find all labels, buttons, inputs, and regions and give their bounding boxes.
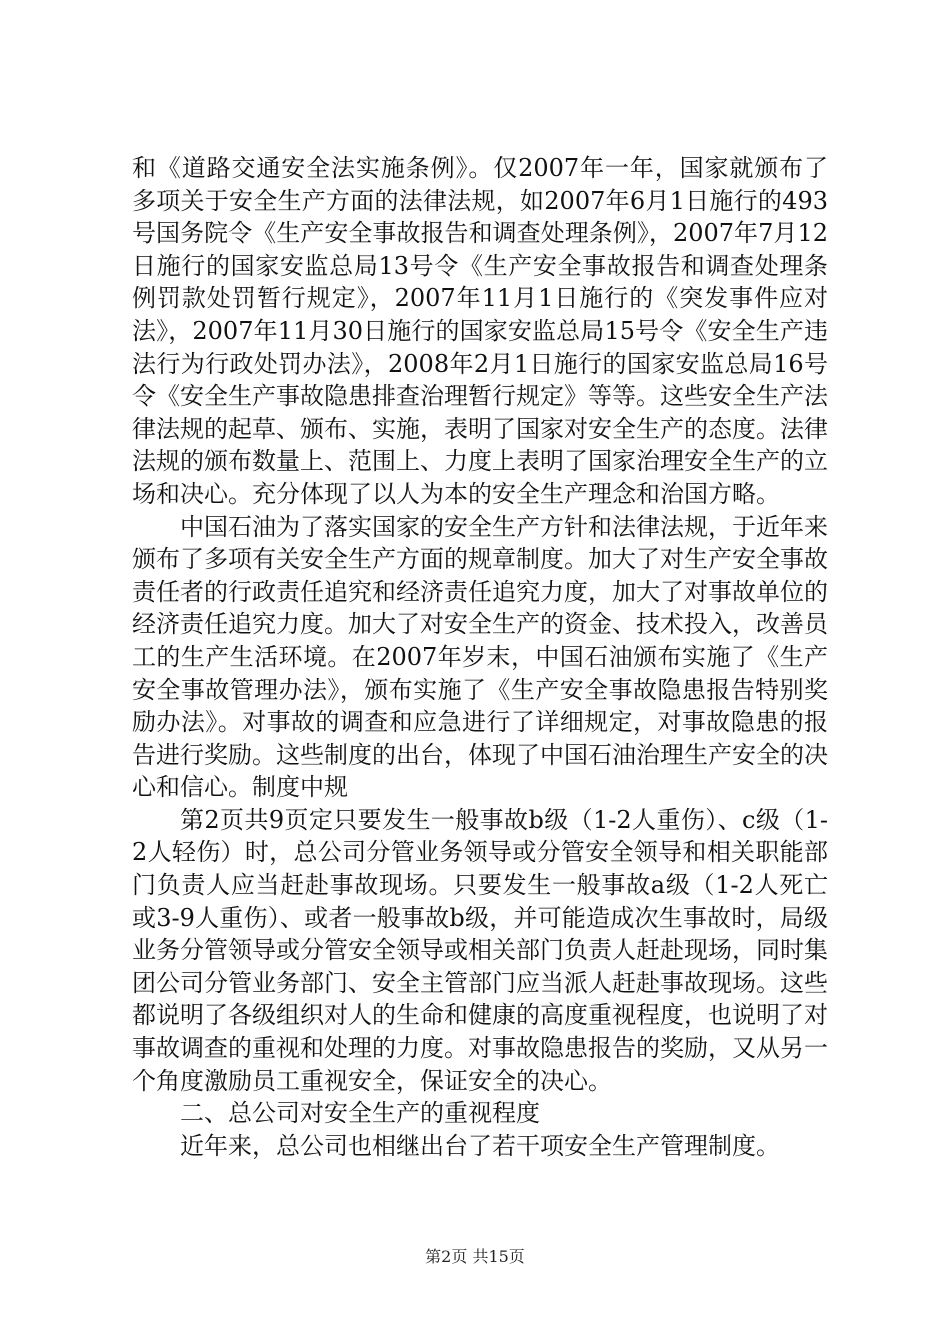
page-footer: 第2页 共15页 [425, 1247, 525, 1266]
paragraph-4: 近年来，总公司也相继出台了若干项安全生产管理制度。 [180, 1131, 780, 1160]
paragraph-2: 中国石油为了落实国家的安全生产方针和法律法规，于近年来颁布了多项有关安全生产方面的规章制度。加大了对生产安全事故责任者的行政责任追究和经济责任追究力度，加大了对事故单位的经济责任追究力度。加大了对安全生产的资金、技术投入，改善员工的生产生活环境。在2007年岁末，中国石油颁布实施了《生产安全事故管理办法》，颁布实施了《生产安全事故隐患报告特别奖励办法》。对事故的调查和应急进行了详细规定，对事故隐患的报告进行奖励。这些制度的出台，体现了中国石油治理生产安全的决心和信心。制度中规 [132, 512, 828, 802]
paragraph-3: 第2页共9页定只要发生一般事故b级（1-2人重伤）、c级（1-2人轻伤）时，总公司分管业务领导或分管安全领导和相关职能部门负责人应当赶赴事故现场。只要发生一般事故a级（1-2人死亡或3-9人重伤）、或者一般事故b级，并可能造成次生事故时，局级业务分管领导或分管安全领导或相关部门负责人赶赴现场，同时集团公司分管业务部门、安全主管部门应当派人赶赴事故现场。这些都说明了各级组织对人的生命和健康的高度重视程度，也说明了对事故调查的重视和处理的力度。对事故隐患报告的奖励，又从另一个角度激励员工重视安全，保证安全的决心。 [132, 805, 828, 1095]
section-heading: 二、总公司对安全生产的重视程度 [180, 1099, 540, 1128]
paragraph-1: 和《道路交通安全法实施条例》。仅2007年一年，国家就颁布了多项关于安全生产方面的法律法规，如2007年6月1日施行的493号国务院令《生产安全事故报告和调查处理条例》，2007年7月12日施行的国家安监总局13号令《生产安全事故报告和调查处理条例罚款处罚暂行规定》，2007年11月1日施行的《突发事件应对法》，2007年11月30日施行的国家安监总局15号令《安全生产违法行为行政处罚办法》，2008年2月1日施行的国家安监总局16号令《安全生产事故隐患排查治理暂行规定》等等。这些安全生产法律法规的起草、颁布、实施，表明了国家对安全生产的态度。法律法规的颁布数量上、范围上、力度上表明了国家治理安全生产的立场和决心。充分体现了以人为本的安全生产理念和治国方略。 [132, 154, 828, 508]
document-body [132, 152, 828, 1162]
